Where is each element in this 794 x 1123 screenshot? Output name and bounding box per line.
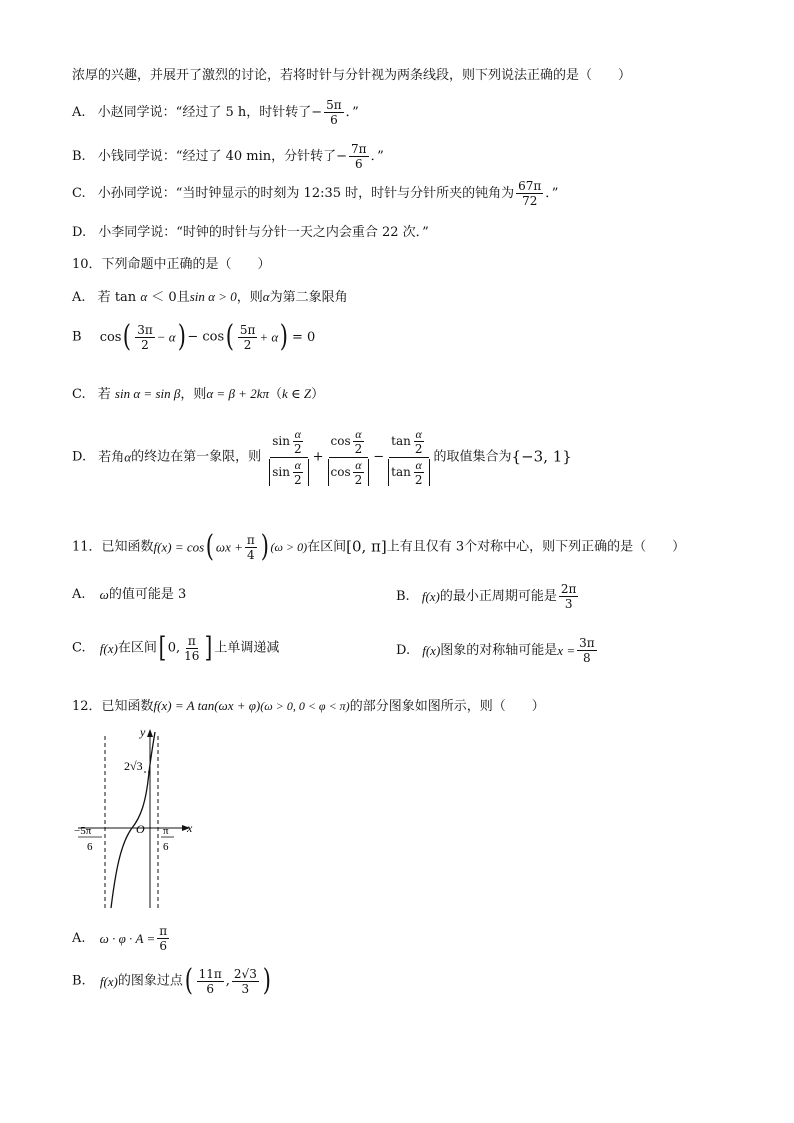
option-text: 小李同学说：“时钟的时针与分针一天之内会重合 22 次．” xyxy=(98,225,429,240)
fraction: $\frac{2\pi}{3}$ xyxy=(560,582,577,611)
math: + α xyxy=(259,329,279,345)
math: {−3, 1} xyxy=(511,447,572,466)
minus-sign: − xyxy=(336,149,348,164)
math: sin xyxy=(272,434,290,448)
right-tick-den: 6 xyxy=(163,841,169,853)
math: f(x) xyxy=(422,643,441,658)
math: cos xyxy=(330,465,351,479)
fraction: $\frac{11\pi}{6}$ xyxy=(198,966,222,996)
text: 在区间 xyxy=(117,640,157,656)
fraction: $\frac{3\pi}{8}$ xyxy=(579,636,595,665)
fraction: $\frac{5\pi}{2}$ xyxy=(239,322,256,352)
q10-option-d[interactable]: D. 若角α的终边在第一象限，则 sin $\frac{\alpha}{2}$ sin $\frac{\alpha}{2}$ + cos $\frac{\alpha}{2}$ cos $\frac{\alpha}{2}$ − tan $\frac{\alpha}{2}$ tan $\frac{\alpha}{2}$ 的取值集合为{−3, 1} xyxy=(72,427,572,487)
text: 的最小正周期可能是 xyxy=(439,589,557,604)
text: 11．已知函数 xyxy=(72,539,154,555)
option-label: A. xyxy=(72,587,86,602)
math: tan xyxy=(391,434,411,448)
math: x = xyxy=(557,643,576,658)
big-fraction-cos: cos $\frac{\alpha}{2}$ cos $\frac{\alpha}{2}$ xyxy=(326,428,372,486)
fraction: $\frac{\pi}{4}$ xyxy=(246,532,255,562)
option-label: B xyxy=(72,329,82,345)
text: 图象的对称轴可能是 xyxy=(440,643,558,658)
text: 上有且仅有 3个对称中心，则下列正确的是（ ） xyxy=(386,539,686,555)
math: f(x) xyxy=(99,640,118,656)
math: sin α = sin β xyxy=(114,386,181,401)
y-axis-label: y xyxy=(140,726,146,739)
text: ，则 xyxy=(180,387,207,402)
left-tick-num: −5π xyxy=(74,825,92,837)
option-text: 小赵同学说：“经过了 5 h，时针转了 xyxy=(97,105,312,120)
fraction: $\frac{\pi}{6}$ xyxy=(159,924,168,953)
option-label: D. xyxy=(396,643,411,658)
math: [0, π] xyxy=(346,537,387,556)
math: α xyxy=(262,289,270,304)
math: − cos xyxy=(187,329,225,345)
math: f(x) = A tan(ωx + φ) xyxy=(153,698,261,713)
text: ，则 xyxy=(236,290,263,305)
q11-option-a[interactable] xyxy=(72,588,186,601)
right-tick-num: π xyxy=(163,825,169,837)
math: cos xyxy=(99,329,122,345)
math: sin xyxy=(272,465,290,479)
text: 若 xyxy=(97,290,111,305)
fraction: $\frac{3\pi}{2}$ xyxy=(137,322,153,352)
math: tan xyxy=(114,290,137,305)
q10-option-b[interactable]: B cos( $\frac{3\pi}{2}$ − α) − cos( $\frac{5\pi}{2}$ + α) = 0 xyxy=(72,319,316,354)
math: ωx + xyxy=(215,539,243,555)
text: 若 xyxy=(97,387,111,402)
text: 为第二象限角 xyxy=(269,290,348,305)
math: f(x) xyxy=(99,973,118,989)
option-label: A. xyxy=(72,290,86,305)
y-axis-arrow xyxy=(147,729,153,737)
math: ＜ 0 xyxy=(151,290,177,305)
math: ω xyxy=(99,587,109,602)
math: = 0 xyxy=(291,329,316,345)
text: 的部分图象如图所示，则（ ） xyxy=(349,699,545,714)
option-label: C. xyxy=(72,186,86,201)
option-label: C. xyxy=(72,387,86,402)
math: f(x) = cos xyxy=(153,539,205,555)
text: 的取值集合为 xyxy=(433,449,512,465)
option-tail: ．” xyxy=(545,186,559,201)
math: tan xyxy=(391,465,411,479)
q10-option-c[interactable] xyxy=(72,387,324,401)
option-text: 小孙同学说：“当时钟显示的时刻为 12:35 时，时针与分针所夹的钝角为 xyxy=(97,186,515,201)
option-label: A. xyxy=(72,931,86,946)
q9-option-d[interactable] xyxy=(72,226,429,239)
option-label: D. xyxy=(72,225,87,240)
math: α xyxy=(140,289,148,304)
math: k ∈ Z xyxy=(282,386,312,401)
q12-option-b[interactable]: B. f(x)的图象过点( $\frac{11\pi}{6}$ , $\frac{2√3}{3}$ ) xyxy=(72,963,271,998)
math: sin α > 0 xyxy=(189,289,237,304)
fraction: $\frac{\pi}{16}$ xyxy=(184,633,200,663)
q11-option-c[interactable]: C. f(x)在区间[ 0, $\frac{\pi}{16}$ ] 上单调递减 xyxy=(72,631,280,664)
math: − α xyxy=(156,329,176,345)
left-tick-den: 6 xyxy=(87,841,93,853)
big-fraction-tan: tan $\frac{\alpha}{2}$ tan $\frac{\alpha}{2}$ xyxy=(386,428,431,486)
text: 上单调递减 xyxy=(214,640,280,656)
q12-stem xyxy=(72,699,545,713)
option-tail: ．” xyxy=(370,149,384,164)
option-label: B. xyxy=(72,973,86,989)
q10-stem: 10．下列命题中正确的是（ ） xyxy=(72,257,271,272)
q12-option-a[interactable] xyxy=(72,925,171,952)
math: 0, xyxy=(167,640,181,656)
text: 的终边在第一象限，则 xyxy=(131,449,262,465)
math: (ω > 0) xyxy=(270,540,308,554)
text: 的值可能是 3 xyxy=(108,587,187,602)
math: cos xyxy=(330,434,351,448)
text: 在区间 xyxy=(307,539,347,555)
option-label: A. xyxy=(72,105,86,120)
x-axis-label: x xyxy=(187,821,193,835)
math: α xyxy=(124,449,132,465)
q9-option-c[interactable] xyxy=(72,180,558,207)
option-tail: ．” xyxy=(345,105,359,120)
math: α = β + 2kπ xyxy=(206,386,269,401)
math: ω · φ · A = xyxy=(99,931,156,946)
math: (ω > 0, 0 < φ < π) xyxy=(260,699,350,713)
big-fraction-sin: sin $\frac{\alpha}{2}$ sin $\frac{\alpha}{2}$ xyxy=(267,428,310,486)
option-label: D. xyxy=(72,449,87,465)
option-label: B. xyxy=(72,149,86,164)
fraction: $\frac{5\pi}{6}$ xyxy=(326,98,342,127)
math: f(x) xyxy=(421,589,440,604)
fraction: $\frac{7\pi}{6}$ xyxy=(351,142,367,171)
intro-line: 浓厚的兴趣，并展开了激烈的讨论，若将时针与分针视为两条线段，则下列说法正确的是（ ） xyxy=(72,68,632,83)
text: （ xyxy=(269,387,283,402)
q10-option-a[interactable] xyxy=(72,290,348,304)
q11-stem: 11．已知函数f(x) = cos( ωx + $\frac{\pi}{4}$ ) (ω > 0)在区间[0, π]上有且仅有 3个对称中心，则下列正确的是（ ） xyxy=(72,529,686,564)
origin-label: O xyxy=(136,822,145,836)
text: 12．已知函数 xyxy=(72,699,154,714)
fraction: $\frac{2√3}{3}$ xyxy=(233,966,257,996)
q9-option-b[interactable] xyxy=(72,143,384,170)
text: 且 xyxy=(176,290,190,305)
q9-option-a[interactable] xyxy=(72,99,359,126)
tangent-graph xyxy=(68,726,198,910)
option-label: C. xyxy=(72,640,86,656)
fraction: $\frac{67\pi}{72}$ xyxy=(518,179,542,208)
option-label: B. xyxy=(396,589,410,604)
text: 若角 xyxy=(98,449,125,465)
q11-option-b[interactable] xyxy=(396,583,580,610)
text: ） xyxy=(311,387,325,402)
y-value-label: 2√3 xyxy=(124,759,143,773)
text: 的图象过点 xyxy=(117,973,183,989)
q11-option-d[interactable] xyxy=(396,637,599,664)
minus-sign: − xyxy=(311,105,323,120)
option-text: 小钱同学说：“经过了 40 min，分针转了 xyxy=(97,149,337,164)
